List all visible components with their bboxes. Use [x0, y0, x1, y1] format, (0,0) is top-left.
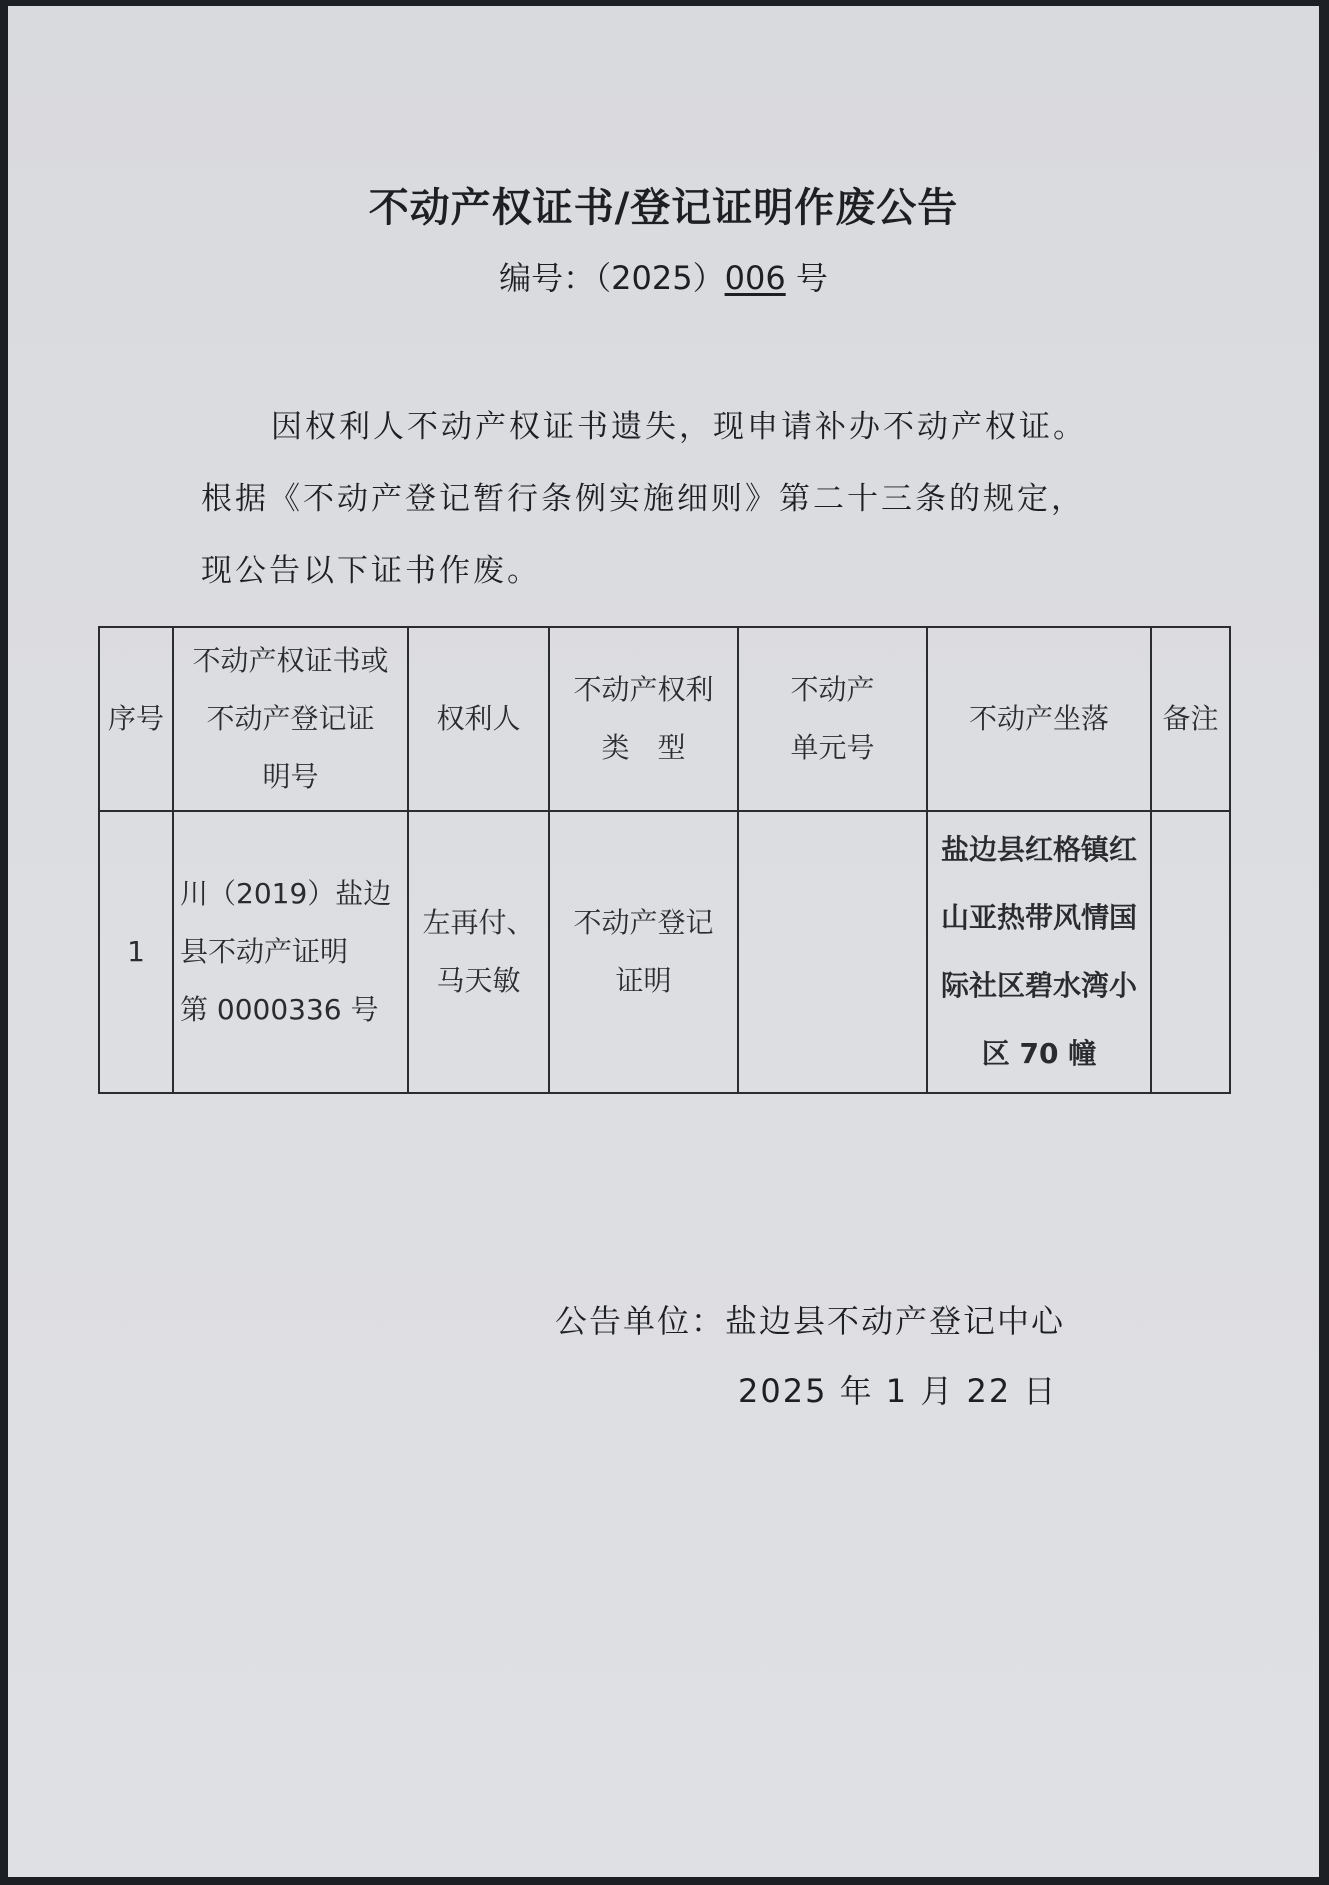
cell-unit-number [738, 811, 927, 1093]
header-seq: 序号 [99, 627, 173, 811]
document-number-prefix: 编号：（2025） [499, 259, 725, 297]
document-page [8, 6, 1319, 1877]
issue-date: 2025 年 1 月 22 日 [738, 1372, 1058, 1410]
document-number [8, 253, 1319, 299]
cell-holder: 左再付、 马天敏 [408, 811, 549, 1093]
table-row [99, 811, 1230, 1093]
void-certificate-table [98, 626, 1231, 1094]
paragraph-line: 现公告以下证书作废。 [201, 553, 541, 589]
cell-remark [1151, 811, 1230, 1093]
notice-paragraph [201, 391, 1161, 607]
page-title: 不动产权证书/登记证明作废公告 [368, 185, 959, 231]
header-holder: 权利人 [408, 627, 549, 811]
cell-right-type: 不动产登记 证明 [549, 811, 738, 1093]
header-certificate-number: 不动产权证书或 不动产登记证 明号 [173, 627, 408, 811]
document-number-suffix: 号 [795, 259, 828, 297]
paragraph-line: 因权利人不动产权证书遗失，现申请补办不动产权证。 [271, 409, 1087, 445]
header-location: 不动产坐落 [927, 627, 1151, 811]
header-right-type: 不动产权利 类 型 [549, 627, 738, 811]
cell-location: 盐边县红格镇红 山亚热带风情国 际社区碧水湾小 区 70 幢 [927, 811, 1151, 1093]
header-remark: 备注 [1151, 627, 1230, 811]
header-unit-number: 不动产 单元号 [738, 627, 927, 811]
table-header-row [99, 627, 1230, 811]
document-number-value: 006 [724, 259, 786, 297]
cell-seq: 1 [99, 811, 173, 1093]
cell-certificate-number: 川（2019）盐边 县不动产证明 第 0000336 号 [173, 811, 408, 1093]
issuing-unit: 公告单位：盐边县不动产登记中心 [555, 1302, 1066, 1340]
paragraph-line: 根据《不动产登记暂行条例实施细则》第二十三条的规定， [201, 481, 1085, 517]
